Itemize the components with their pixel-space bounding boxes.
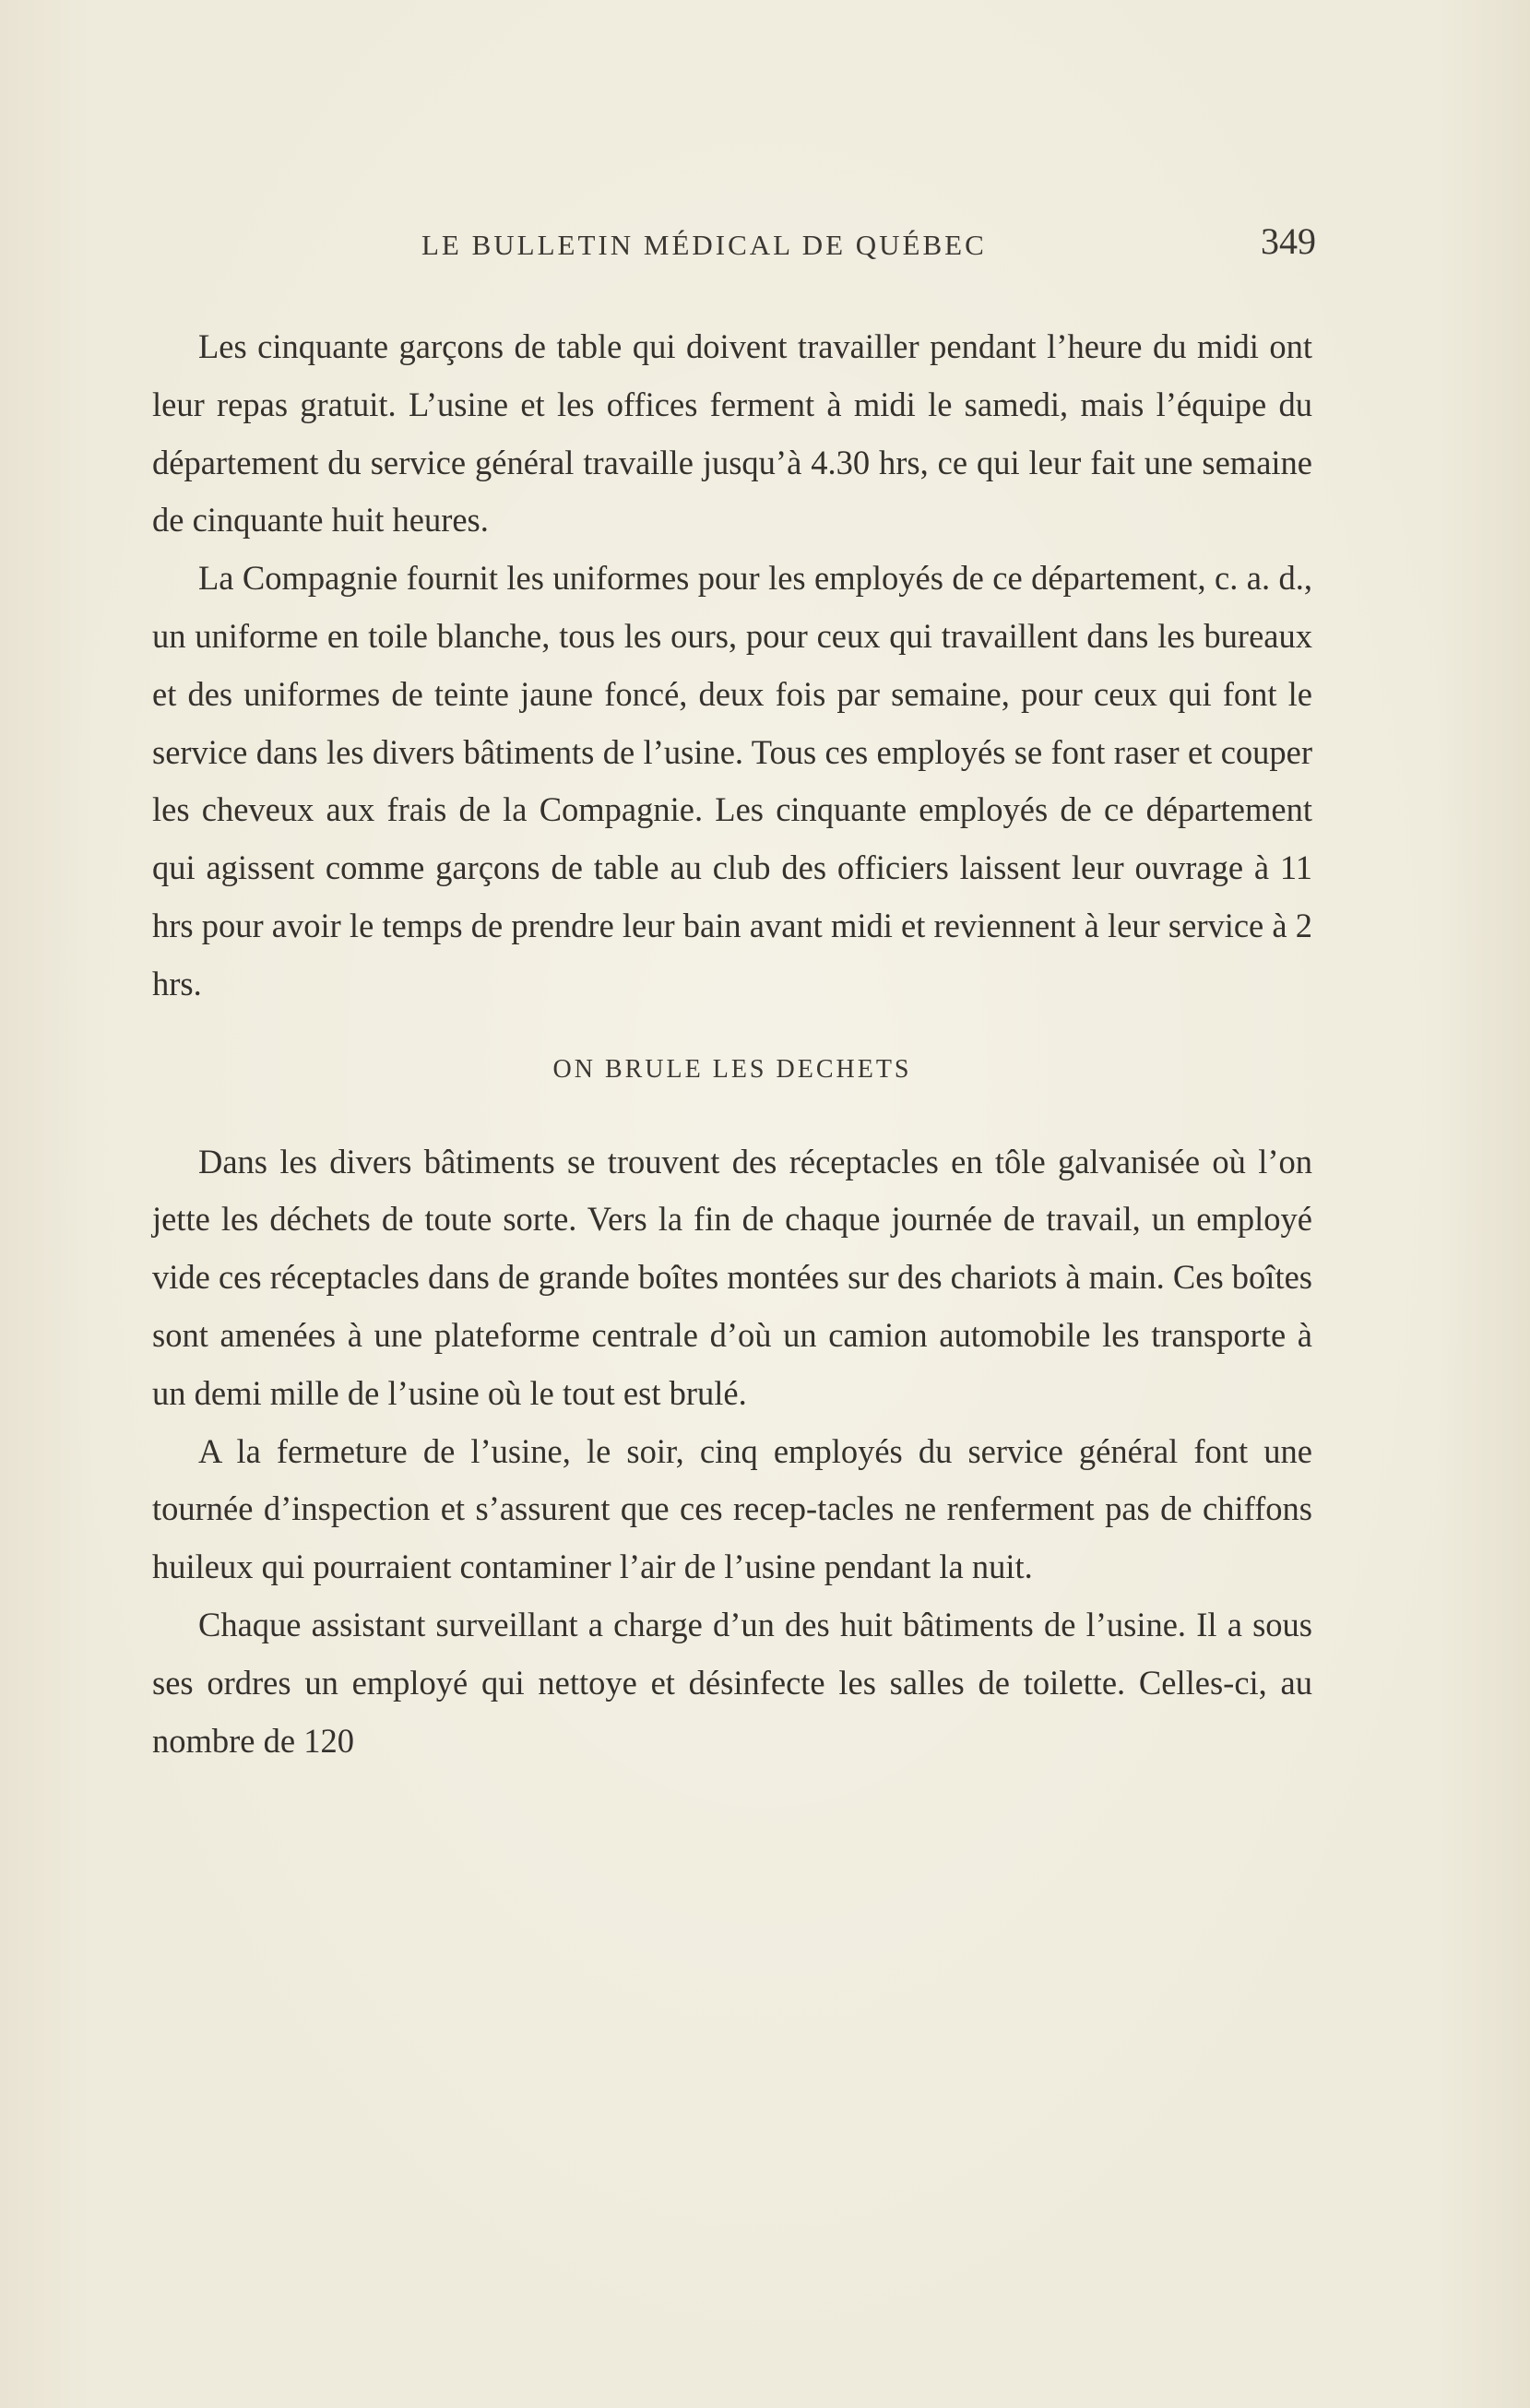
paragraph-2: La Compagnie fournit les uniformes pour les employés de ce département, c. a. d., un uniforme en toile blanche, tous les ours, pour ceux qui travaillent dans les bureaux et des uniformes de teinte jaune foncé, deux fois par semaine, pour ceux qui font le service dans les divers bâtiments de l’usine. Tous ces employés se font raser et couper les cheveux aux frais de la Compagnie. Les cinquante employés de ce département qui agissent comme garçons de table au club des officiers laissent leur ouvrage à 11 hrs pour avoir le temps de prendre leur bain avant midi et reviennent à leur service à 2 hrs.: [152, 559, 1312, 1002]
paragraph-1: Les cinquante garçons de table qui doivent travailler pendant l’heure du midi ont leur repas gratuit. L’usine et les offices ferment à midi le samedi, mais l’équipe du département du service général travaille jusqu’à 4.30 hrs, ce qui leur fait une semaine de cinquante huit heures.: [152, 327, 1312, 540]
section-heading: ON BRULE LES DECHETS: [552, 1054, 912, 1084]
paragraph-4: A la fermeture de l’usine, le soir, cinq employés du service général font une tournée d’inspection et s’assurent que ces recep-tacles ne renferment pas de chiffons huileux qui pourraient contaminer l’air de l’usine pendant la nuit.: [152, 1431, 1312, 1586]
running-head: [152, 219, 1316, 275]
running-title: LE BULLETIN MÉDICAL DE QUÉBEC: [421, 229, 987, 261]
paragraph-3: Dans les divers bâtiments se trouvent des réceptacles en tôle galvanisée où l’on jette les déchets de toute sorte. Vers la fin de chaque journée de travail, un employé vide ces réceptacles dans de grande boîtes montées sur des chariots à main. Ces boîtes sont amenées à une plateforme centrale d’où un camion automobile les transporte à un demi mille de l’usine où le tout est brulé.: [152, 1142, 1312, 1412]
page-number: 349: [1261, 220, 1316, 262]
body-text: [152, 318, 1312, 1770]
paragraph-5: Chaque assistant surveillant a charge d’un des huit bâtiments de l’usine. Il a sous ses ordres un employé qui nettoye et désinfecte les salles de toilette. Celles-ci, au nombre de 120: [152, 1605, 1312, 1760]
